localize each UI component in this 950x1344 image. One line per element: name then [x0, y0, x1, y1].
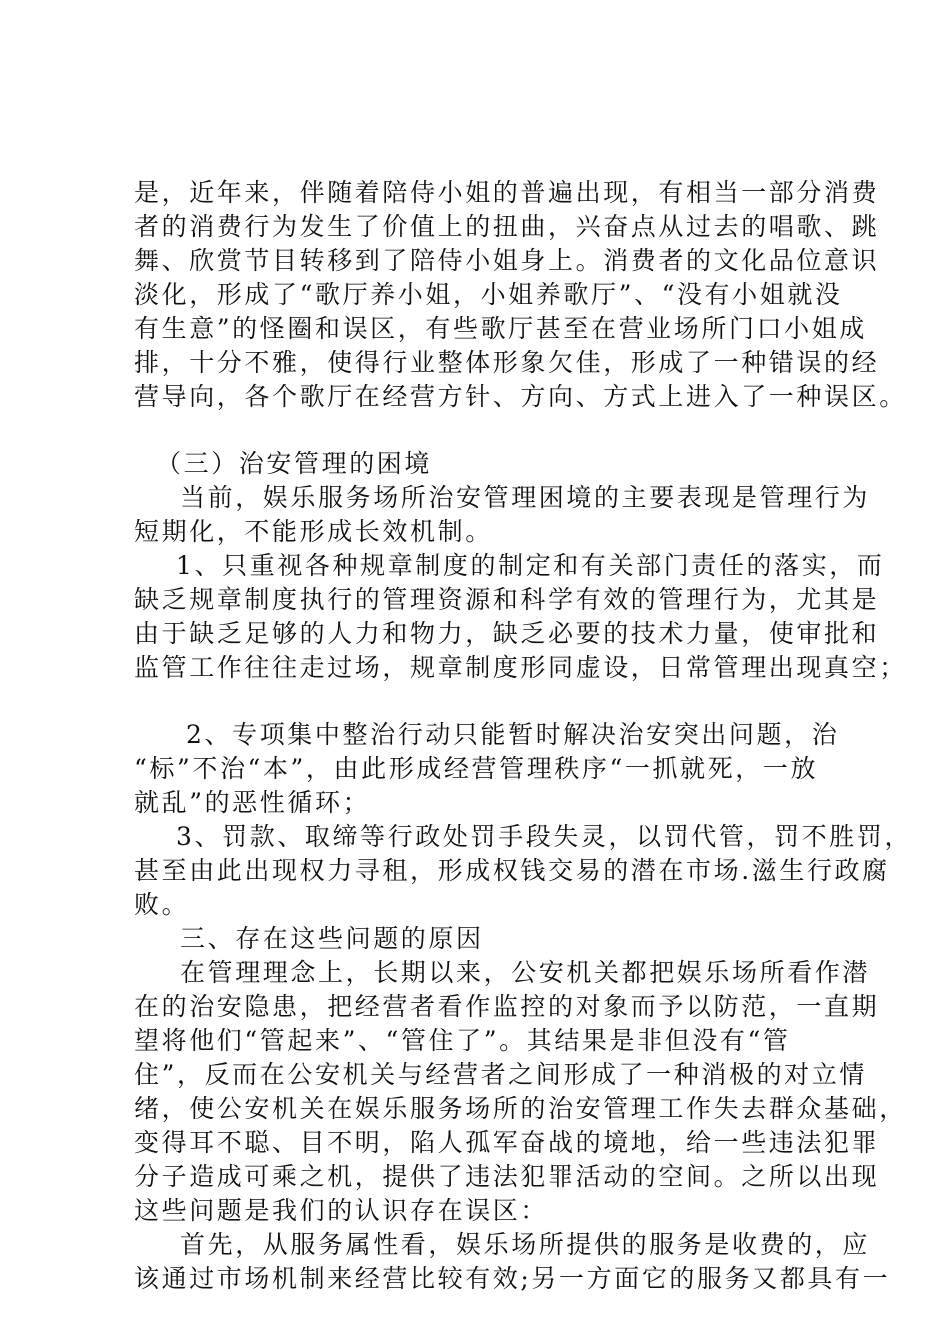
body-text-line: 监管工作往往走过场，规章制度形同虚设，日常管理出现真空； [134, 653, 907, 682]
body-text-line: 由于缺乏足够的人力和物力，缺乏必要的技术力量，使审批和 [134, 619, 880, 648]
paragraph-first-line: 首先，从服务属性看，娱乐场所提供的服务是收费的，应 [180, 1230, 871, 1259]
body-text-line: 短期化，不能形成长效机制。 [134, 517, 493, 546]
body-text-line: 者的消费行为发生了价值上的扭曲，兴奋点从过去的唱歌、跳 [134, 212, 880, 241]
body-text-line: 就乱”的恶性循环； [134, 788, 371, 817]
body-text-line: 在的治安隐患，把经营者看作监控的对象而予以防范，一直期 [134, 992, 880, 1021]
body-text-line: 绪，使公安机关在娱乐服务场所的治安管理工作失去群众基础， [134, 1094, 907, 1123]
section-heading: （三）治安管理的困境 [156, 449, 433, 478]
paragraph-first-line: 在管理理念上，长期以来，公安机关都把娱乐场所看作潜 [180, 958, 871, 987]
body-text-line: 舞、欣赏节目转移到了陪侍小姐身上。消费者的文化品位意识 [134, 246, 880, 275]
body-text-line: 住”，反而在公安机关与经营者之间形成了一种消极的对立情 [134, 1060, 867, 1089]
body-text-line: 这些问题是我们的认识存在误区： [134, 1196, 549, 1225]
body-text-line: 望将他们“管起来”、“管住了”。其结果是非但没有“管 [134, 1026, 791, 1055]
body-text-line: 淡化，形成了“歌厅养小姐，小姐养歌厅”、“没有小姐就没 [134, 280, 843, 309]
body-text-line: 有生意”的怪圈和误区，有些歌厅甚至在营业场所门口小姐成 [134, 314, 867, 343]
body-text-line: 分子造成可乘之机，提供了违法犯罪活动的空间。之所以出现 [134, 1162, 880, 1191]
list-item-2: 2、专项集中整治行动只能暂时解决治安突出问题，治 [186, 720, 840, 749]
body-text-line: 排，十分不雅，使得行业整体形象欠佳，形成了一种错误的经 [134, 348, 880, 377]
body-text-line: 营导向，各个歌厅在经营方针、方向、方式上进入了一种误区。 [134, 382, 907, 411]
body-text-line: “标”不治“本”，由此形成经营管理秩序“一抓就死，一放 [134, 754, 819, 783]
body-text-line: 甚至由此出现权力寻租，形成权钱交易的潜在市场.滋生行政腐 [134, 856, 890, 885]
list-item-3: 3、罚款、取缔等行政处罚手段失灵，以罚代管，罚不胜罚， [176, 822, 913, 851]
paragraph-first-line: 当前，娱乐服务场所治安管理困境的主要表现是管理行为 [180, 483, 871, 512]
section-heading: 三、存在这些问题的原因 [180, 924, 484, 953]
body-text-line: 变得耳不聪、目不明，陷人孤军奋战的境地，给一些违法犯罪 [134, 1128, 880, 1157]
body-text-line: 是，近年来，伴随着陪侍小姐的普遍出现，有相当一部分消费 [134, 178, 880, 207]
list-item-1: 1、只重视各种规章制度的制定和有关部门责任的落实，而 [176, 551, 885, 580]
body-text-line: 该通过市场机制来经营比较有效;另一方面它的服务又都具有一 [134, 1264, 891, 1293]
body-text-line: 败。 [134, 890, 190, 919]
body-text-line: 缺乏规章制度执行的管理资源和科学有效的管理行为，尤其是 [134, 585, 880, 614]
